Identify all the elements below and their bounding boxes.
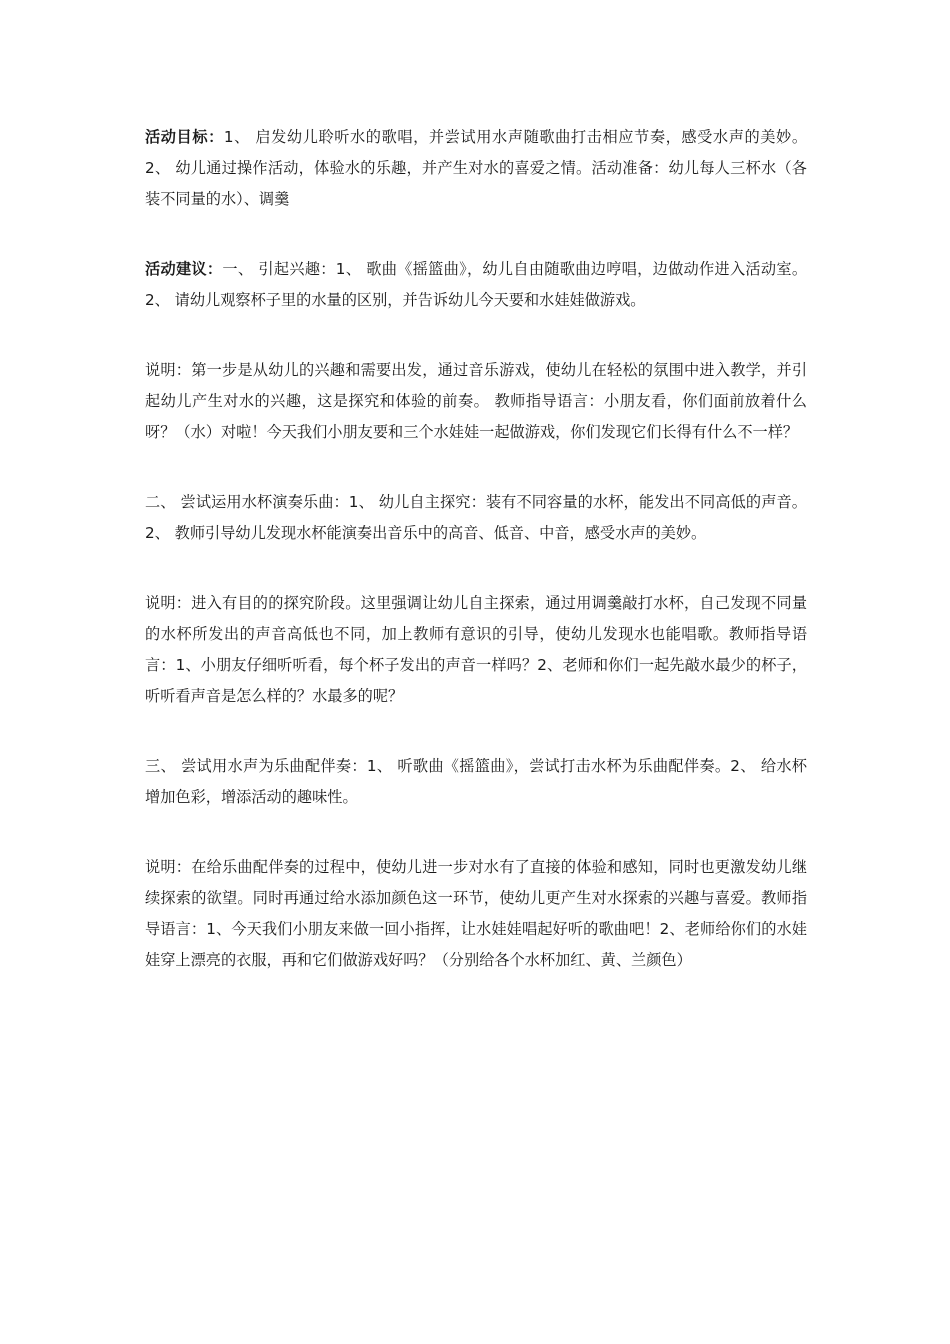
paragraph-step-3 xyxy=(145,751,807,813)
paragraph-lead: 活动建议： xyxy=(145,260,223,278)
paragraph-activity-goals xyxy=(145,122,807,215)
paragraph-text: 说明：第一步是从幼儿的兴趣和需要出发，通过音乐游戏，使幼儿在轻松的氛围中进入教学，并引起幼儿产生对水的兴趣，这是探究和体验的前奏。 教师指导语言：小朋友看，你们面前放着什么呀？（水）对啦！今天我们小朋友要和三个水娃娃一起做游戏，你们发现它们长得有什么不一样？ xyxy=(145,361,807,441)
paragraph-text: 三、 尝试用水声为乐曲配伴奏：1、 听歌曲《摇篮曲》，尝试打击水杯为乐曲配伴奏。2、 给水杯增加色彩，增添活动的趣味性。 xyxy=(145,757,807,806)
paragraph-text: 一、 引起兴趣：1、 歌曲《摇篮曲》，幼儿自由随歌曲边哼唱，边做动作进入活动室。2、 请幼儿观察杯子里的水量的区别，并告诉幼儿今天要和水娃娃做游戏。 xyxy=(145,260,808,309)
paragraph-step-2 xyxy=(145,487,807,549)
paragraph-lead: 活动目标： xyxy=(145,128,224,146)
paragraph-activity-suggestions xyxy=(145,254,807,316)
paragraph-text: 说明：在给乐曲配伴奏的过程中，使幼儿进一步对水有了直接的体验和感知，同时也更激发幼儿继续探索的欲望。同时再通过给水添加颜色这一环节，使幼儿更产生对水探索的兴趣与喜爱。教师指导语言：1、今天我们小朋友来做一回小指挥，让水娃娃唱起好听的歌曲吧！2、老师给你们的水娃娃穿上漂亮的衣服，再和它们做游戏好吗？（分别给各个水杯加红、黄、兰颜色） xyxy=(145,858,807,969)
paragraph-explanation-2 xyxy=(145,588,807,712)
paragraph-text: 二、 尝试运用水杯演奏乐曲：1、 幼儿自主探究：装有不同容量的水杯，能发出不同高低的声音。2、 教师引导幼儿发现水杯能演奏出音乐中的高音、低音、中音，感受水声的美妙。 xyxy=(145,493,807,542)
paragraph-text: 说明：进入有目的的探究阶段。这里强调让幼儿自主探索，通过用调羹敲打水杯，自己发现不同量的水杯所发出的声音高低也不同，加上教师有意识的引导，使幼儿发现水也能唱歌。教师指导语言：1、小朋友仔细听听看，每个杯子发出的声音一样吗？2、老师和你们一起先敲水最少的杯子，听听看声音是怎么样的？水最多的呢？ xyxy=(145,594,807,705)
paragraph-text: 1、 启发幼儿聆听水的歌唱，并尝试用水声随歌曲打击相应节奏，感受水声的美妙。2、 幼儿通过操作活动，体验水的乐趣，并产生对水的喜爱之情。活动准备：幼儿每人三杯水（各装不同量的水）、调羹 xyxy=(145,128,808,208)
paragraph-explanation-1 xyxy=(145,355,807,448)
paragraph-explanation-3 xyxy=(145,852,807,976)
document-body xyxy=(145,122,807,1015)
